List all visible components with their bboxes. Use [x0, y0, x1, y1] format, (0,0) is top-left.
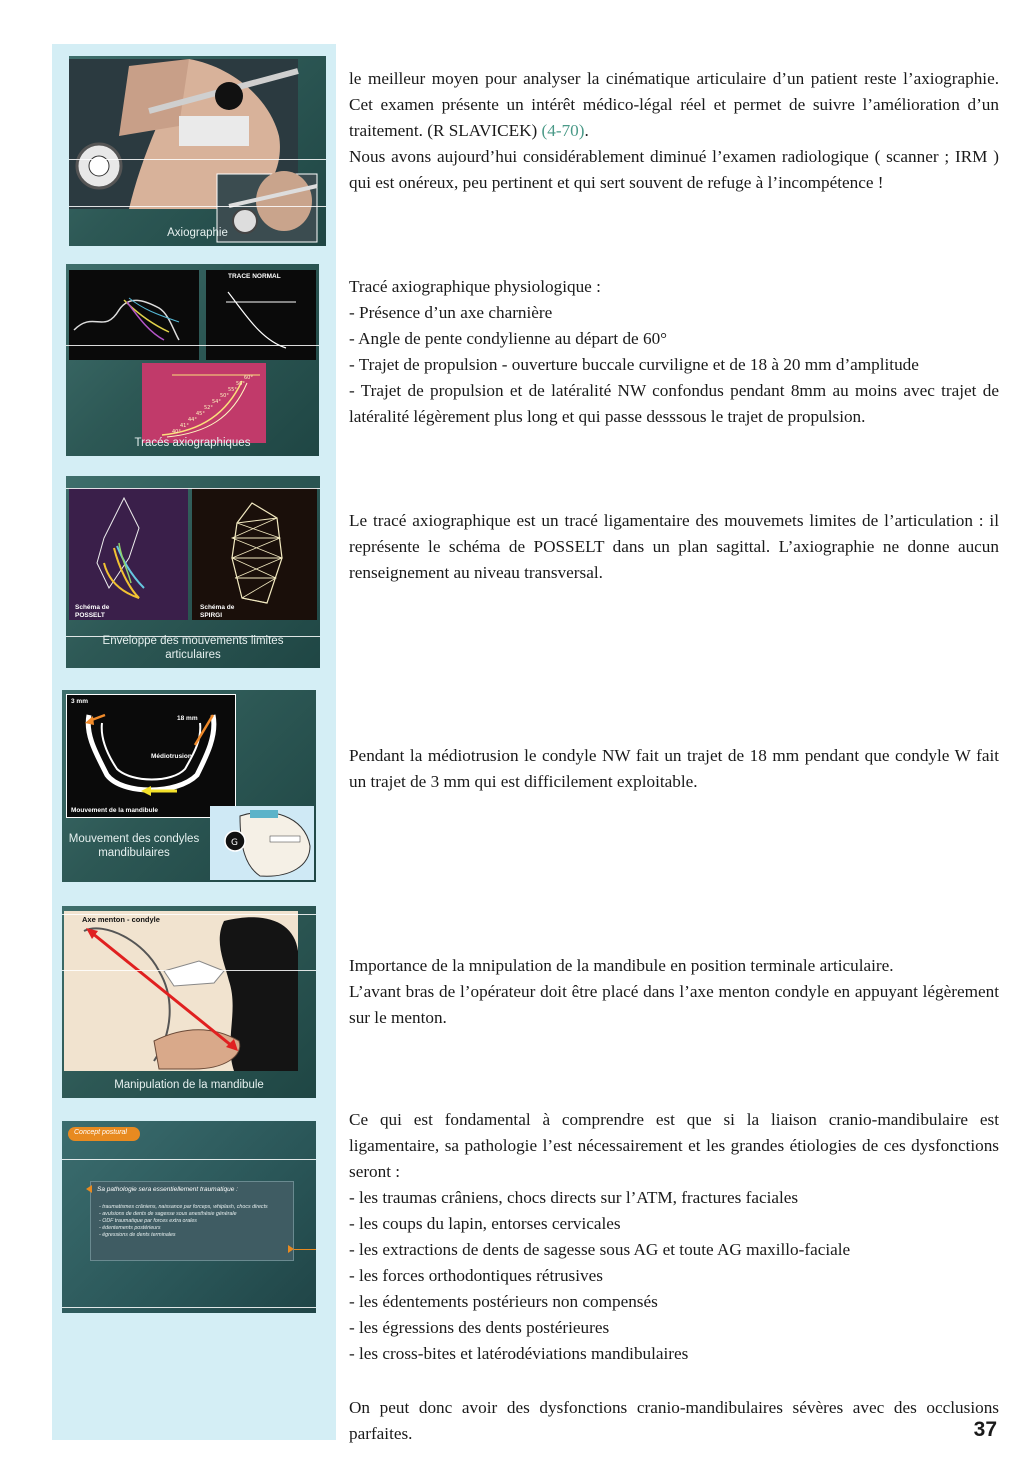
slide-line: [62, 1159, 316, 1160]
concept-box-lines: [99, 1204, 268, 1239]
reference-link[interactable]: (4-70): [541, 121, 585, 140]
text-block-axiographie: [349, 66, 999, 196]
slide-manipulation: [62, 906, 316, 1098]
slide-line: [66, 488, 320, 489]
posselt-panel: [69, 488, 188, 620]
paragraph: - Présence d’un axe charnière: [349, 303, 553, 322]
concept-box-title: Sa pathologie sera essentiellement traumatique :: [97, 1186, 238, 1193]
concept-line: - édentements postérieurs: [99, 1225, 161, 1231]
slide-caption: Manipulation de la mandibule: [114, 1079, 264, 1091]
posselt-label: Schéma de POSSELT: [75, 604, 110, 619]
mandible-panel: [66, 694, 236, 818]
axe-menton-label: Axe menton - condyle: [82, 915, 160, 924]
label-3mm: 3 mm: [71, 698, 88, 705]
slide-line: [62, 914, 316, 915]
slide-axiographie: [69, 56, 326, 246]
slide-line: [62, 970, 316, 971]
concept-tag: [68, 1127, 140, 1141]
paragraph: Nous avons aujourd’hui considérablement diminué l’examen radiologique ( scanner ; IRM ) qui est onéreux, peu pertinent et qui sert souvent de refuge à l’incompétence !: [349, 147, 999, 192]
degree-label: 50°: [220, 393, 229, 399]
degree-label: 56°: [236, 381, 245, 387]
paragraph: Pendant la médiotrusion le condyle NW fait un trajet de 18 mm pendant que condyle W fait un trajet de 3 mm qui est difficilement exploitable.: [349, 746, 999, 791]
slide-concept-postural: [62, 1121, 316, 1313]
concept-line: - ODF traumatique par forces extra orales: [99, 1218, 197, 1224]
paragraph: Tracé axiographique physiologique :: [349, 277, 601, 296]
paragraph: - Trajet de propulsion et de latéralité NW confondus pendant 8mm au moins avec trajet de latéralité légèrement plus long et qui passe desssous le trajet de propulsion.: [349, 381, 999, 426]
degree-label: 40°: [172, 429, 181, 435]
slide-caption: Axiographie: [167, 227, 228, 239]
degree-label: 52°: [204, 405, 213, 411]
paragraph: Ce qui est fondamental à comprendre est que si la liaison cranio-mandibulaire est ligamentaire, sa pathologie l’est nécessairement et les grandes étiologies de ces dysfonctions seront :: [349, 1110, 999, 1181]
label-mediotrusion: Médiotrusion: [151, 753, 192, 760]
text-run: le meilleur moyen pour analyser la cinématique articulaire d’un patient reste l’axiographie. Cet examen présente un intérêt médico-légal réel et permet de suivre l’amélioration d’un traitement. (R SLAVICEK): [349, 69, 999, 140]
slide-line: [62, 1307, 316, 1308]
text-block-conclusion: [349, 1395, 999, 1447]
paragraph: L’avant bras de l’opérateur doit être placé dans l’axe menton condyle en appuyant légèrement sur le menton.: [349, 982, 999, 1027]
concept-line: - traumatismes crâniens, naissance par forceps, whiplash, chocs directs: [99, 1204, 268, 1210]
list-item: - les coups du lapin, entorses cervicales: [349, 1214, 621, 1233]
trace-panel-title: TRACE NORMAL: [228, 273, 281, 280]
paragraph: Le tracé axiographique est un tracé ligamentaire des mouvemets limites de l’articulation : il représente le schéma de POSSELT dans un plan sagittal. L’axiographie ne donne aucun renseignement au niveau transversal.: [349, 511, 999, 582]
page-number: 37: [973, 1418, 997, 1441]
slide-caption: Enveloppe des mouvements limites articulaires: [102, 635, 284, 661]
slide-line: [69, 206, 326, 207]
paragraph: - Trajet de propulsion - ouverture buccale curviligne et de 18 à 20 mm d’amplitude: [349, 355, 919, 374]
degree-label: 41°: [180, 423, 189, 429]
text-run: .: [584, 121, 589, 140]
concept-line: - égressions de dents terminales: [99, 1232, 176, 1238]
list-item: - les forces orthodontiques rétrusives: [349, 1266, 603, 1285]
text-block-mediotrusion: [349, 743, 999, 795]
slide-line: [294, 1249, 316, 1250]
text-block-trace-ligamentaire: [349, 508, 999, 586]
degree-label: 44°: [188, 417, 197, 423]
manipulation-drawing: [64, 911, 298, 1071]
text-block-manipulation: [349, 953, 999, 1031]
list-item: - les édentements postérieurs non compensés: [349, 1292, 658, 1311]
degree-label: 55°: [228, 387, 237, 393]
axiography-photo: [69, 56, 326, 246]
list-item: - les égressions des dents postérieures: [349, 1318, 610, 1337]
slide-caption: Mouvement des condyles mandibulaires: [68, 833, 200, 859]
degree-label: 45°: [196, 411, 205, 417]
list-item: - les traumas crâniens, chocs directs sur l’ATM, fractures faciales: [349, 1188, 799, 1207]
svg-text:G: G: [231, 838, 238, 848]
concept-box: [90, 1181, 294, 1261]
spirgi-label: Schéma de SPIRGI: [200, 604, 235, 619]
slide-caption: Tracés axiographiques: [134, 437, 251, 449]
face-illustration: [210, 806, 314, 880]
label-18mm: 18 mm: [177, 715, 198, 722]
list-item: - les cross-bites et latérodéviations mandibulaires: [349, 1344, 689, 1363]
text-block-etiologies: [349, 1107, 999, 1367]
slide-condyles: [62, 690, 316, 882]
text-block-trace-physiologique: [349, 274, 999, 430]
trace-panel-left: [69, 270, 199, 360]
paragraph: [349, 66, 999, 144]
spirgi-panel: [192, 488, 317, 620]
slide-traces: [66, 264, 319, 456]
paragraph: - Angle de pente condylienne au départ de 60°: [349, 329, 668, 348]
label-mandible-movement: Mouvement de la mandibule: [71, 807, 159, 814]
paragraph: Importance de la mnipulation de la mandibule en position terminale articulaire.: [349, 956, 894, 975]
slide-line: [66, 345, 319, 346]
concept-line: - avulsions de dents de sagesse sous anesthésie générale: [99, 1211, 237, 1217]
degree-label: 60°: [244, 375, 253, 381]
concept-tag-label: Concept postural: [74, 1129, 127, 1136]
slide-line: [69, 159, 326, 160]
trace-pink-panel: [142, 363, 266, 443]
list-item: - les extractions de dents de sagesse sous AG et toute AG maxillo-faciale: [349, 1240, 851, 1259]
slide-enveloppe: [66, 476, 320, 668]
concept-marker-left: [86, 1185, 92, 1193]
trace-panel-right: [206, 270, 316, 360]
degree-label: 54°: [212, 399, 221, 405]
paragraph: On peut donc avoir des dysfonctions cranio-mandibulaires sévères avec des occlusions parfaites.: [349, 1398, 999, 1443]
